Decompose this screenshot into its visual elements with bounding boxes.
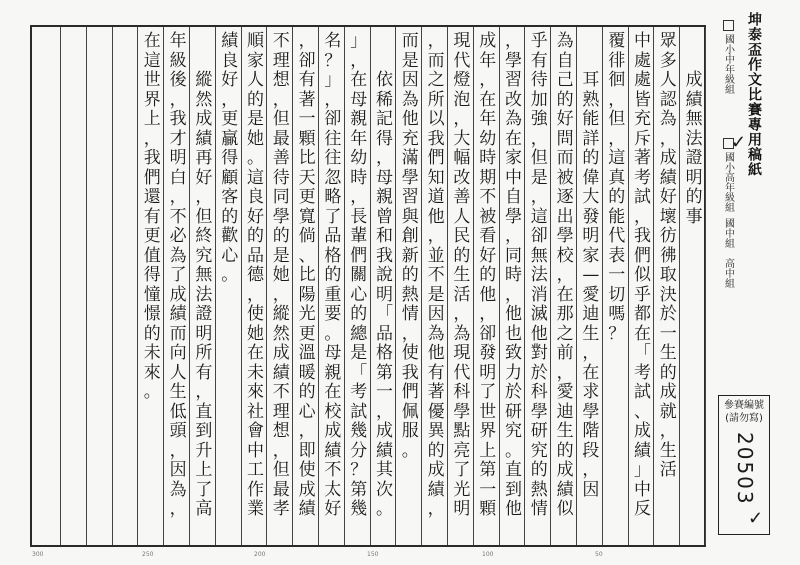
grid-column [113,27,139,545]
essay-column: 」 ， 在 母 親 年 幼 時 ， 長 輩 們 關 心 的 總 是 「 考 試 幾 分 ？ 第 幾 [350,31,368,519]
essay-column: 績 良 好 ， 更 贏 得 顧 客 的 歡 心 。 [221,31,239,285]
category-label: 國中組 [722,218,734,248]
essay-column: 名 ？ 」 ， 卻 往 往 忽 略 了 品 格 的 重 要 。 母 親 在 校 成 績 不 太 好 [324,31,342,519]
entry-label-line2: (請勿寫) [725,413,763,424]
grid-column [35,27,61,545]
essay-column: 成 年 ， 在 年 幼 時 期 不 被 看 好 的 他 ， 卻 發 明 了 世 界 上 第 一 顆 [479,31,497,519]
entry-label [722,399,766,425]
essay-column: 中 處 處 皆 充 斥 著 考 試 ， 我 們 似 乎 都 在 「 考 試 、 成 績 」 中 反 [633,31,651,519]
category-label: 國小高年級組 [722,152,734,212]
ruler-mark: 300 [32,551,44,558]
ruler-mark: 100 [482,551,494,558]
ruler-mark: 250 [142,551,154,558]
tick-mark-icon: ✓ [748,508,764,529]
ruler-mark: 150 [367,551,379,558]
category-senior-high[interactable] [718,258,738,288]
ruler-mark: 200 [254,551,266,558]
entry-number: 20503 [733,432,757,506]
checkbox-icon[interactable] [723,20,734,31]
essay-column: 乎 有 待 加 強 ， 但 是 ， 這 卻 無 法 消 滅 他 對 於 科 學 研 究 的 熱 情 [530,31,548,519]
essay-column: 耳 熟 能 詳 的 偉 大 發 明 家 — 愛 迪 生 ， 在 求 學 階 段 ， 因 [582,70,600,500]
essay-column: 現 代 燈 泡 ， 大 幅 改 善 人 民 的 生 活 ， 為 現 代 科 學 點 亮 了 光 明 [453,31,471,519]
essay-column: 為 自 己 的 好 問 而 被 逐 出 學 校 ， 在 那 之 前 ， 愛 迪 生 的 成 績 似 [556,31,574,519]
essay-column: 不 理 想 ， 但 最 善 待 同 學 的 是 她 ， 縱 然 成 績 不 理 想 ， 但 最 孝 [272,31,290,519]
essay-column: ， 而 之 所 以 我 們 知 道 他 ， 並 不 是 因 為 他 有 著 優 異 的 成 績 ， [427,31,445,519]
category-label: 國小中年級組 [722,34,734,94]
entry-label-line1: 參賽編號 [724,400,764,411]
essay-column: 順 家 人 的 是 她 。 這 良 好 的 品 德 ， 使 她 在 未 來 社 會 中 工 作 業 [246,31,264,519]
essay-column: ， 學 習 改 為 在 家 中 自 學 ， 同 時 ， 他 也 致 力 於 研 究 。 直 到 他 [504,31,522,519]
essay-column: 在 這 世 界 上 ， 我 們 還 有 更 值 得 憧 憬 的 未 來 。 [143,31,161,402]
essay-column: 縱 然 成 績 再 好 ， 但 終 究 無 法 證 明 所 有 ， 直 到 升 上 了 高 [195,70,213,519]
essay-column: 年 級 後 ， 我 才 明 白 ， 不 必 為 了 成 績 而 向 人 生 低 頭 ， 因 為 ， [169,31,187,519]
category-junior-high[interactable] [718,218,738,248]
essay-column: ， 卻 有 著 一 顆 比 天 更 寬 倘 、 比 陽 光 更 溫 暖 的 心 ， 即 使 成 績 [298,31,316,519]
category-label: 高中組 [722,258,734,288]
sheet-title: 坤泰盃作文比賽專用稿紙 [746,12,762,177]
essay-column: 成 績 無 法 證 明 的 事 [685,70,703,227]
essay-column: 而 是 因 為 他 充 滿 學 習 與 創 新 的 熱 情 ， 使 我 們 佩 服 。 [401,31,419,461]
essay-column: 覆 徘 徊 ， 但 ， 這 真 的 能 代 表 一 切 嗎 ？ [608,31,626,344]
category-middle-elementary[interactable] [718,20,738,94]
essay-column: 依 稀 記 得 ， 母 親 曾 和 我 說 明 「 品 格 第 一 ， 成 績 其 次 。 [375,70,393,519]
grid-column [87,27,113,545]
check-mark-icon: ✓ [731,132,747,153]
grid-column [61,27,87,545]
essay-column: 眾 多 人 認 為 ， 成 績 好 壞 彷 彿 取 決 於 一 生 的 成 就 ， 生 活 [659,31,677,480]
ruler-mark: 50 [595,551,603,558]
